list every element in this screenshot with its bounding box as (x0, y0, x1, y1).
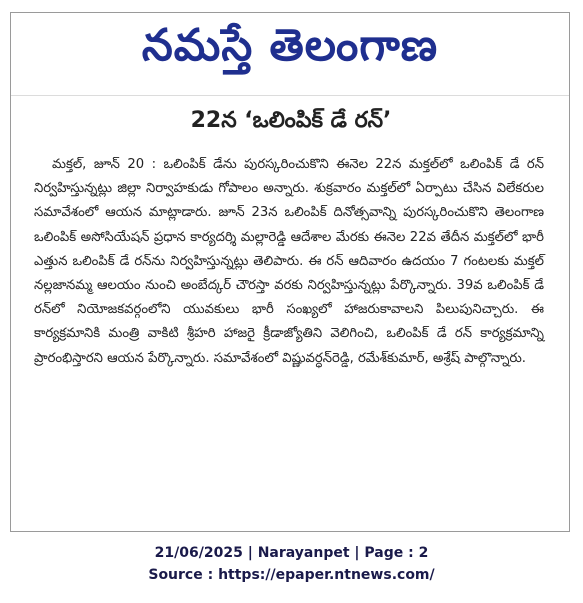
article-headline: 22న ‘ఒలింపిక్ డే రన్’ (190, 108, 392, 133)
clipping-footer (0, 542, 583, 586)
clipping-frame (10, 12, 570, 532)
footer-meta: 21/06/2025 | Narayanpet | Page : 2 (154, 545, 429, 561)
newspaper-masthead: నమస్తే తెలంగాణ (141, 20, 439, 71)
article-body: మక్తల్, జూన్ 20 : ఒలింపిక్ డేను పురస్కరించుకొని ఈనెల 22న మక్తల్‌లో ఒలింపిక్ డే రన్ నిర్వహిస్తున్నట్లు జిల్లా నిర్వాహకుడు గోపాలం అన్నారు. శుక్రవారం మక్తల్‌లో ఏర్పాటు చేసిన విలేకరుల సమావేశంలో ఆయన మాట్లాడారు. జూన్ 23న ఒలింపిక్ దినోత్సవాన్ని పురస్కరించుకొని తెలంగాణ ఒలింపిక్ అసోసియేషన్ ప్రధాన కార్యదర్శి మల్లారెడ్డి ఆదేశాల మేరకు ఈనెల 22వ తేదీన మక్తల్‌లో భారీ ఎత్తున ఒలింపిక్ డే రన్‌ను నిర్వహిస్తున్నట్లు తెలిపారు. ఈ రన్ ఆదివారం ఉదయం 7 గంటలకు మక్తల్ నల్లజానమ్మ ఆలయం నుంచి అంబేద్కర్ చౌరస్తా వరకు నిర్వహిస్తున్నట్లు పేర్కొన్నారు. 39వ ఒలింపిక్ డే రన్‌లో నియోజకవర్గంలోని యువకులు భారీ సంఖ్యలో హాజరుకావాలని పిలుపునిచ్చారు. ఈ కార్యక్రమానికి మంత్రి వాకిటి శ్రీహరి హాజరై క్రీడాజ్యోతిని వెలిగించి, ఒలింపిక్ డే రన్ కార్యక్రమాన్ని ప్రారంభిస్తారని ఆయన పేర్కొన్నారు. సమావేశంలో విష్ణువర్ధన్‌రెడ్డి, రమేశ్‌కుమార్, అశ్రేష్ పాల్గొన్నారు. (34, 157, 544, 366)
masthead-divider (11, 95, 570, 96)
footer-source: Source : https://epaper.ntnews.com/ (148, 567, 435, 583)
